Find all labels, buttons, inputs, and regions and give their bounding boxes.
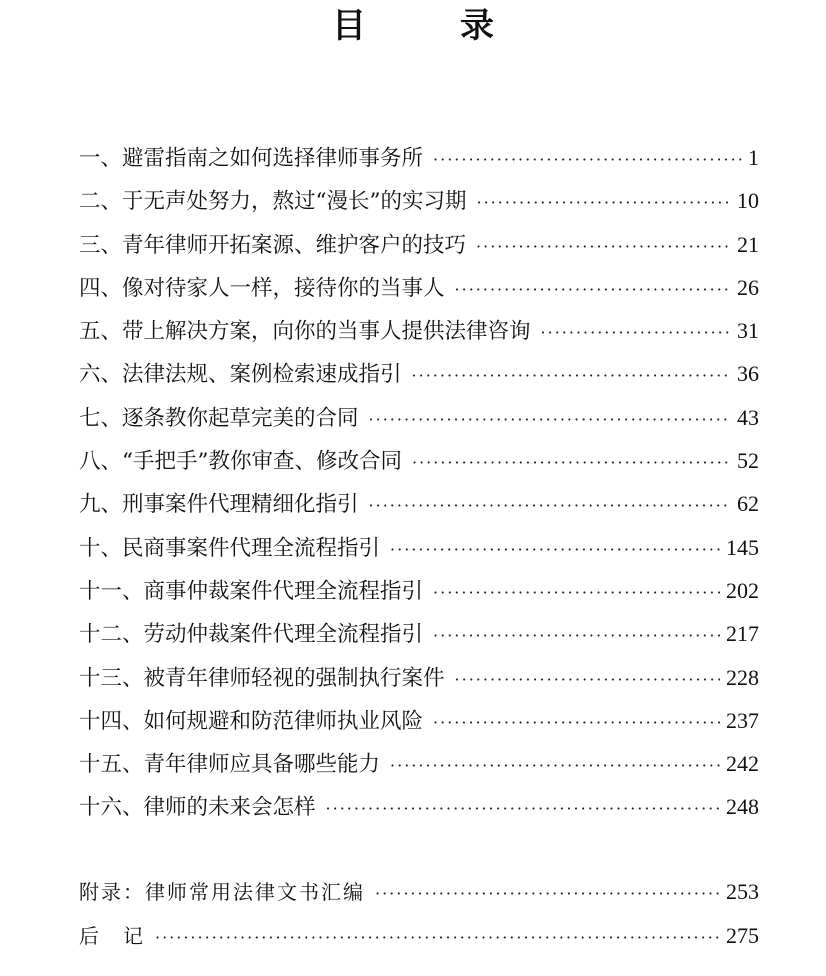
dot-leader: [369, 398, 731, 441]
toc-entry-label: 三、青年律师开拓案源、维护客户的技巧: [79, 232, 467, 258]
toc-entry-label: 七、逐条教你起草完美的合同: [79, 405, 359, 431]
toc-entry-label: 一、避雷指南之如何选择律师事务所: [79, 146, 424, 171]
toc-entry[interactable]: [79, 309, 759, 352]
afterword-entry[interactable]: [79, 914, 759, 958]
toc-entry-page: 26: [737, 274, 759, 300]
toc-entry-page: 43: [737, 404, 759, 430]
toc-entry[interactable]: [79, 266, 759, 309]
toc-entry[interactable]: [79, 785, 759, 828]
toc-entry-page: 237: [726, 707, 759, 733]
appendix-entry-page: 253: [726, 879, 759, 904]
toc-entry-page: 248: [726, 794, 759, 820]
page-title: 目 录: [332, 6, 524, 46]
dot-leader: [433, 571, 720, 614]
toc-entry[interactable]: [79, 569, 759, 612]
toc-entry-page: 21: [737, 231, 759, 257]
afterword-entry-page: 275: [726, 923, 759, 948]
toc-entry[interactable]: [79, 439, 759, 482]
toc-entry-label: 九、刑事案件代理精细化指引: [79, 492, 359, 518]
toc-entry[interactable]: [79, 179, 759, 222]
toc-entry-page: 228: [726, 664, 759, 690]
toc-entry[interactable]: [79, 656, 759, 699]
toc-entry[interactable]: [79, 612, 759, 655]
dot-leader: [433, 701, 720, 744]
toc-entry-label: 十一、商事仲裁案件代理全流程指引: [79, 578, 424, 604]
toc-entry-page: 31: [737, 318, 759, 344]
toc-entry[interactable]: [79, 742, 759, 785]
appendix-entry-label: 附录：律师常用法律文书汇编: [79, 880, 365, 904]
toc-entry[interactable]: [79, 699, 759, 742]
toc-entry[interactable]: [79, 526, 759, 569]
table-of-contents: [79, 136, 759, 829]
toc-entry-label: 十二、劳动仲裁案件代理全流程指引: [79, 622, 424, 648]
toc-entry-label: 六、法律法规、案例检索速成指引: [79, 362, 402, 388]
toc-entry[interactable]: [79, 223, 759, 266]
toc-entry-label: 四、像对待家人一样，接待你的当事人: [79, 275, 445, 301]
dot-leader: [155, 916, 720, 960]
toc-entry-page: 36: [737, 361, 759, 387]
dot-leader: [390, 528, 720, 571]
dot-leader: [455, 268, 731, 311]
toc-entry-page: 217: [726, 621, 759, 647]
toc-entry-page: 62: [737, 491, 759, 517]
toc-entry-label: 八、“手把手”教你审查、修改合同: [79, 449, 402, 475]
dot-leader: [433, 138, 742, 181]
toc-entry-label: 十五、青年律师应具备哪些能力: [79, 752, 381, 778]
toc-entry-label: 十六、律师的未来会怎样: [79, 795, 316, 821]
toc-entry-label: 十、民商事案件代理全流程指引: [79, 535, 381, 561]
toc-entry-page: 1: [748, 145, 759, 170]
afterword-entry-label: 后 记: [79, 924, 145, 948]
toc-entry[interactable]: [79, 396, 759, 439]
dot-leader: [455, 658, 720, 701]
dot-leader: [375, 872, 720, 916]
toc-entry-label: 五、带上解决方案，向你的当事人提供法律咨询: [79, 319, 531, 345]
appendix-entry[interactable]: [79, 870, 759, 914]
dot-leader: [412, 354, 731, 397]
toc-entry-label: 十四、如何规避和防范律师执业风险: [79, 708, 424, 734]
toc-entry[interactable]: [79, 482, 759, 525]
dot-leader: [326, 787, 720, 830]
dot-leader: [477, 181, 732, 224]
dot-leader: [433, 614, 720, 657]
toc-entry-page: 52: [737, 448, 759, 474]
toc-entry-page: 145: [726, 534, 759, 560]
dot-leader: [412, 441, 731, 484]
toc-entry-label: 十三、被青年律师轻视的强制执行案件: [79, 665, 445, 691]
dot-leader: [369, 484, 731, 527]
toc-entry[interactable]: [79, 352, 759, 395]
toc-entry-page: 10: [737, 188, 759, 214]
toc-entry-page: 202: [726, 577, 759, 603]
toc-entry-label: 二、于无声处努力，熬过“漫长”的实习期: [79, 189, 467, 215]
toc-entry[interactable]: [79, 136, 759, 179]
appendix-section: [79, 870, 759, 958]
dot-leader: [390, 744, 720, 787]
toc-entry-page: 242: [726, 751, 759, 777]
dot-leader: [541, 311, 731, 354]
dot-leader: [476, 225, 731, 268]
